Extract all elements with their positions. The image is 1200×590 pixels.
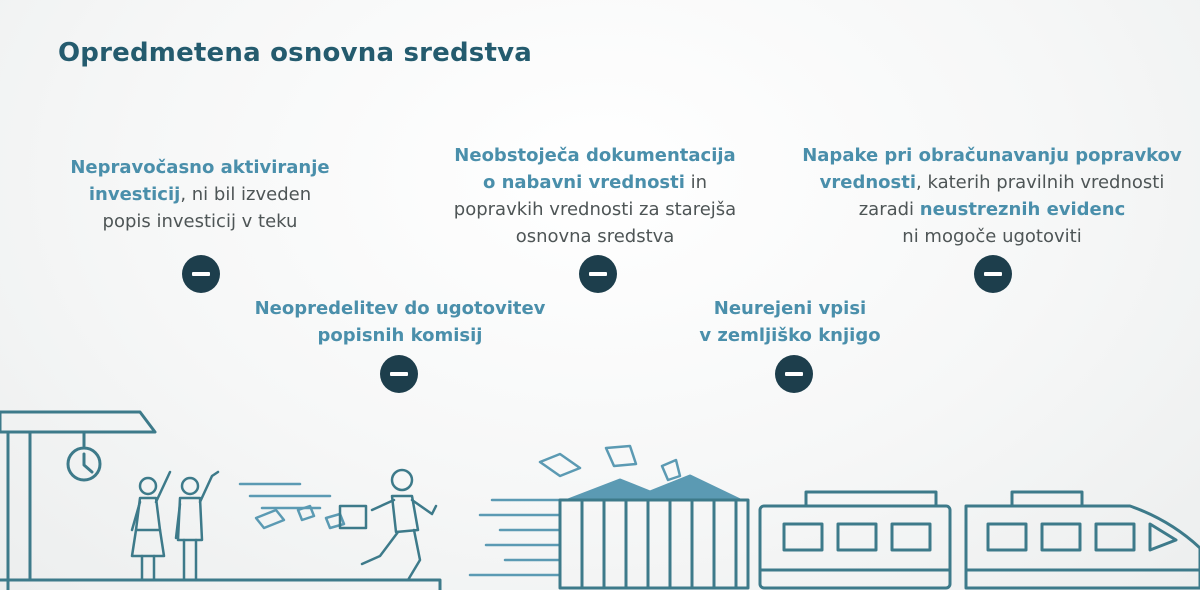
finding-5-line3-plain: zaradi [858, 199, 920, 220]
minus-icon [579, 255, 617, 293]
minus-icon [182, 255, 220, 293]
finding-3-bold: o nabavni vrednosti [482, 172, 685, 193]
locomotive-icon [966, 492, 1200, 588]
finding-3-line1: Neobstoječa dokumentacija [454, 145, 736, 166]
finding-4-line1: Neurejeni vpisi [713, 298, 867, 319]
finding-inventory-commission [230, 295, 570, 349]
finding-depreciation-errors [796, 142, 1188, 250]
finding-missing-documentation [430, 142, 760, 250]
finding-5-bold: vrednosti [819, 172, 917, 193]
flying-documents-icon [540, 446, 680, 480]
finding-3-rest: in [684, 172, 708, 193]
finding-5-line3-bold: neustreznih evidenc [919, 199, 1126, 220]
finding-3-line4: osnovna sredstva [515, 226, 675, 247]
cargo-wagon-icon [560, 476, 748, 588]
page-title: Opredmetena osnovna sredstva [58, 38, 532, 68]
platform [0, 580, 440, 590]
finding-2-line1: Neopredelitev do ugotovitev [254, 298, 546, 319]
finding-late-activation [40, 154, 360, 235]
passenger-wagon-icon [760, 492, 950, 588]
finding-5-rest: , katerih pravilnih vrednosti [916, 172, 1165, 193]
finding-land-registry [640, 295, 940, 349]
finding-1-bold: investicij [88, 184, 181, 205]
finding-1-line3: popis investicij v teku [102, 211, 298, 232]
waving-people-icon [132, 472, 218, 580]
platform-canopy [0, 412, 155, 590]
finding-5-line4: ni mogoče ugotoviti [902, 226, 1082, 247]
minus-icon [974, 255, 1012, 293]
finding-1-line1: Nepravočasno aktiviranje [70, 157, 330, 178]
finding-4-line2: v zemljiško knjigo [699, 325, 881, 346]
flying-papers-icon [256, 506, 344, 528]
speed-lines [470, 500, 560, 575]
clock-icon [68, 448, 100, 480]
finding-3-line3: popravkih vrednosti za starejša [453, 199, 737, 220]
finding-2-line2: popisnih komisij [317, 325, 483, 346]
finding-5-line1: Napake pri obračunavanju popravkov [802, 145, 1182, 166]
finding-1-rest: , ni bil izveden [180, 184, 312, 205]
station-illustration [0, 380, 1200, 590]
